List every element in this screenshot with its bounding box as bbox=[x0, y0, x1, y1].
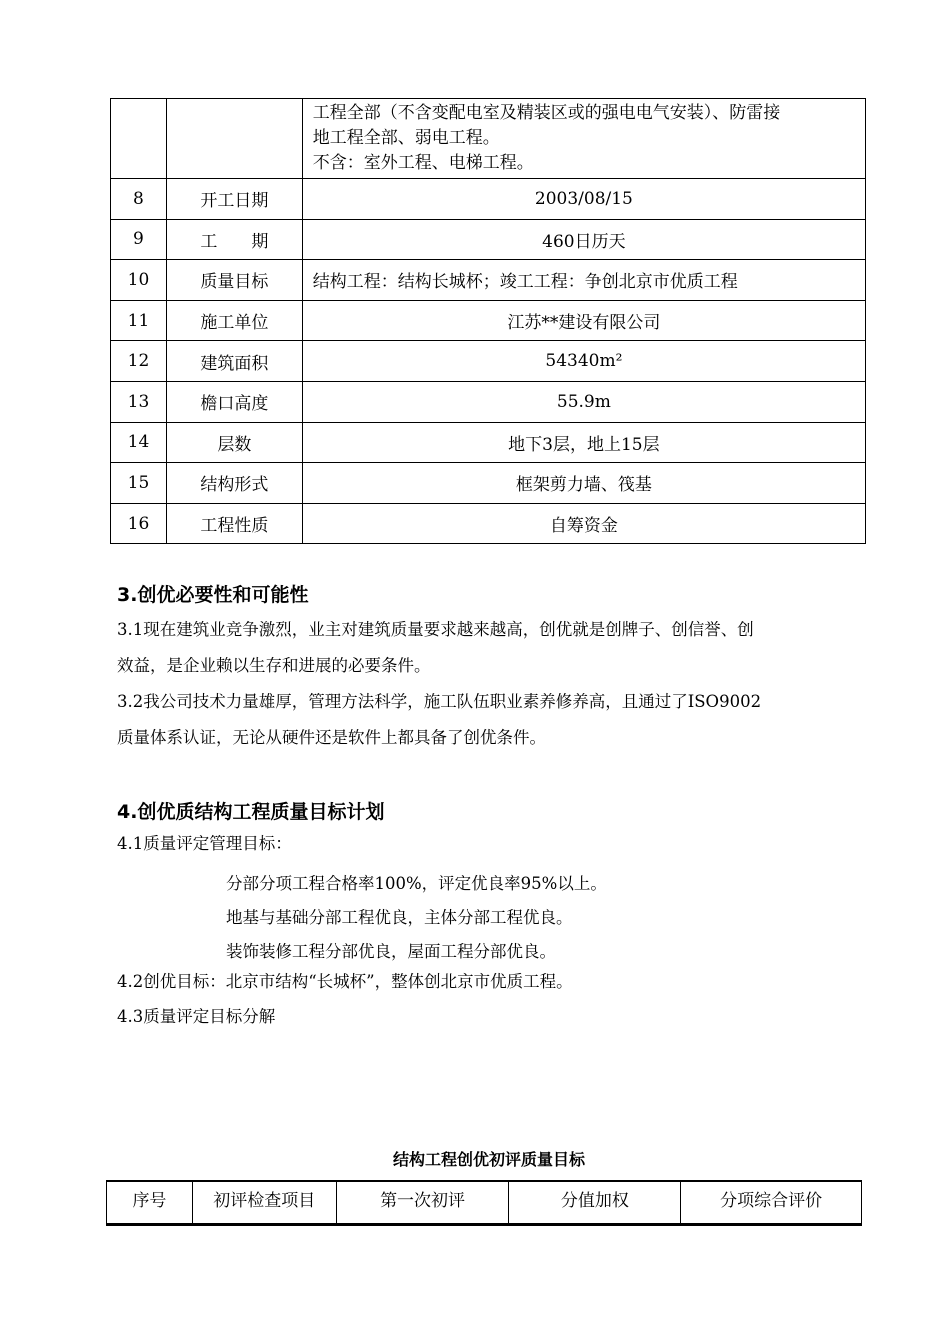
row-value: 55.9m bbox=[302, 381, 865, 422]
evaluation-table bbox=[106, 1180, 862, 1226]
row-item: 工 期 bbox=[166, 219, 302, 260]
row-item: 建筑面积 bbox=[166, 341, 302, 382]
table-header-row bbox=[107, 1181, 862, 1225]
section-heading: 3.创优必要性和可能性 bbox=[117, 584, 309, 606]
row-value: 框架剪力墙、筏基 bbox=[302, 463, 865, 504]
column-header: 第一次初评 bbox=[336, 1181, 509, 1225]
paragraph-line: 3.2我公司技术力量雄厚，管理方法科学，施工队伍职业素养修养高，且通过了ISO9002 bbox=[117, 692, 762, 711]
row-value: 结构工程：结构长城杯；竣工工程：争创北京市优质工程 bbox=[302, 260, 865, 301]
row-value: 自筹资金 bbox=[302, 503, 865, 544]
table-cell bbox=[111, 99, 167, 179]
paragraph-line: 质量体系认证，无论从硬件还是软件上都具备了创优条件。 bbox=[117, 728, 546, 747]
scope-line: 不含：室外工程、电梯工程。 bbox=[312, 153, 534, 173]
paragraph-line: 4.3质量评定目标分解 bbox=[117, 1007, 276, 1026]
row-item: 施工单位 bbox=[166, 300, 302, 341]
column-header: 分值加权 bbox=[509, 1181, 681, 1225]
project-info-table bbox=[110, 98, 866, 544]
column-header: 序号 bbox=[107, 1181, 193, 1225]
row-number: 14 bbox=[111, 422, 167, 463]
scope-line: 工程全部（不含变配电室及精装区或的强电电气安装）、防雷接 bbox=[312, 103, 781, 123]
paragraph-line: 4.1质量评定管理目标： bbox=[117, 834, 292, 853]
column-header: 分项综合评价 bbox=[681, 1181, 862, 1225]
list-item: 分部分项工程合格率100%，评定优良率95%以上。 bbox=[226, 874, 607, 893]
table-cell bbox=[166, 99, 302, 179]
row-item: 结构形式 bbox=[166, 463, 302, 504]
row-number: 13 bbox=[111, 381, 167, 422]
row-number: 8 bbox=[111, 179, 167, 220]
row-value: 地下3层，地上15层 bbox=[302, 422, 865, 463]
section-heading: 4.创优质结构工程质量目标计划 bbox=[117, 801, 385, 823]
table-caption: 结构工程创优初评质量目标 bbox=[392, 1150, 585, 1169]
table-row bbox=[111, 503, 866, 544]
row-value: 54340m² bbox=[302, 341, 865, 382]
scope-cell bbox=[302, 99, 865, 179]
row-number: 12 bbox=[111, 341, 167, 382]
row-item: 开工日期 bbox=[166, 179, 302, 220]
table-row bbox=[111, 99, 866, 179]
row-item: 层数 bbox=[166, 422, 302, 463]
paragraph-line: 效益，是企业赖以生存和进展的必要条件。 bbox=[117, 656, 431, 675]
row-value: 江苏**建设有限公司 bbox=[302, 300, 865, 341]
row-number: 16 bbox=[111, 503, 167, 544]
table-row bbox=[111, 463, 866, 504]
table-row bbox=[111, 260, 866, 301]
list-item: 地基与基础分部工程优良，主体分部工程优良。 bbox=[226, 908, 573, 927]
scope-line: 地工程全部、弱电工程。 bbox=[312, 128, 500, 148]
list-item: 装饰装修工程分部优良，屋面工程分部优良。 bbox=[226, 942, 556, 961]
row-item: 质量目标 bbox=[166, 260, 302, 301]
row-number: 10 bbox=[111, 260, 167, 301]
table-row bbox=[111, 381, 866, 422]
table-row bbox=[111, 179, 866, 220]
row-number: 11 bbox=[111, 300, 167, 341]
table-row bbox=[111, 341, 866, 382]
table-row bbox=[111, 300, 866, 341]
paragraph-line: 4.2创优目标：北京市结构“长城杯”，整体创北京市优质工程。 bbox=[117, 972, 573, 991]
column-header: 初评检查项目 bbox=[192, 1181, 336, 1225]
row-number: 15 bbox=[111, 463, 167, 504]
row-value: 460日历天 bbox=[302, 219, 865, 260]
row-item: 工程性质 bbox=[166, 503, 302, 544]
row-number: 9 bbox=[111, 219, 167, 260]
paragraph-line: 3.1现在建筑业竞争激烈，业主对建筑质量要求越来越高，创优就是创牌子、创信誉、创 bbox=[117, 620, 754, 639]
table-row bbox=[111, 219, 866, 260]
row-item: 檐口高度 bbox=[166, 381, 302, 422]
table-row bbox=[111, 422, 866, 463]
row-value: 2003/08/15 bbox=[302, 179, 865, 220]
